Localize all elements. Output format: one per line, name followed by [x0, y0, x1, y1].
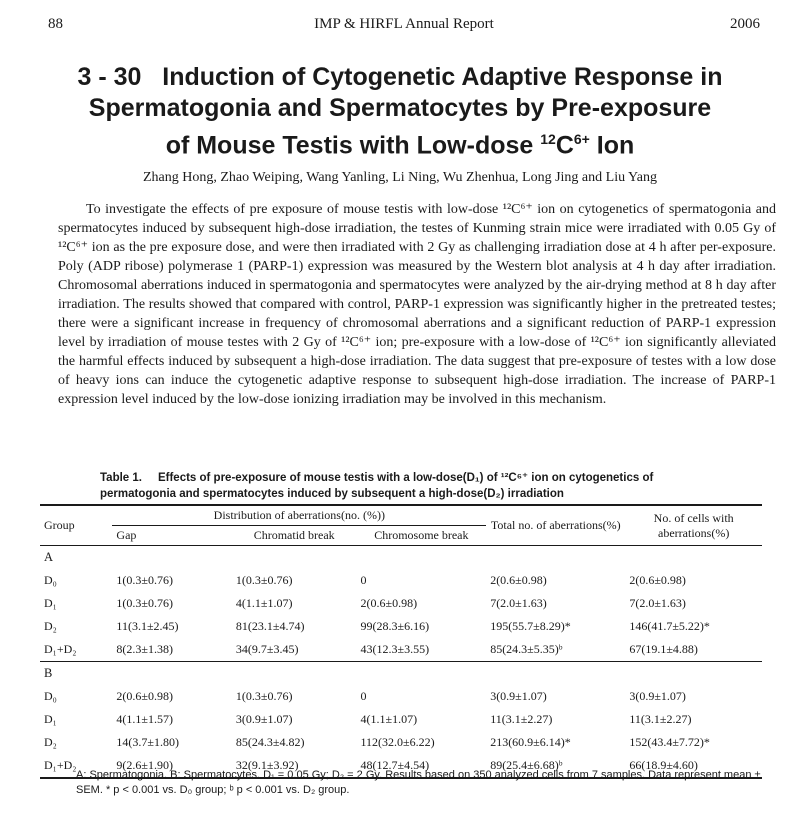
- abstract: To investigate the effects of pre exposure of mouse testis with low-dose ¹²C⁶⁺ ion on cytogenetics of spermatogonia and spermatocytes induced by subsequent high-dose irradiation, the testes of Kunming strain mice were irradiated with 0.05 Gy of ¹²C⁶⁺ ion as the pre exposure dose, and were then irradiated with 2 Gy as challenging irradiation dose at 4 h after per-exposure. Poly (ADP ribose) polymerase 1 (PARP-1) expression was measured by the Western blot analysis at 4 h day after irradiation. Chromosomal aberrations induced in spermatogonia and spermatocytes were analyzed by the air-drying method at 8 h day after irradiation. The results showed that compared with control, PARP-1 expression was significantly higher in the pretreated testes; there were a significant increase in frequency of chromosomal aberrations and a significant reduction of PARP-1 expression level by irradiation of mouse testes with 2 Gy of ¹²C⁶⁺ ion; pre-exposure with a low-dose of ¹²C⁶⁺ ion significantly alleviated the harmful effects induced by subsequent a high-dose irradiation. The data suggest that pre-exposure of testes with a low dose of heavy ions can induce the cytogenetic adaptive response to subsequent high-dose irradiation. The increase of PARP-1 expression level induced by the low-dose ionizing irradiation may be involved in this mechanism.: [58, 202, 776, 407]
- cell-chromatid: 3(0.9±1.07): [235, 712, 293, 726]
- cell-group: D₁+D₂: [40, 754, 112, 778]
- header-total: Total no. of aberrations(%): [486, 505, 625, 546]
- title-line-3: [40, 124, 760, 161]
- header-group: Group: [40, 505, 112, 546]
- title-isotope-mass: 12: [540, 131, 556, 147]
- cell-chromosome: 2(0.6±0.98): [360, 596, 418, 610]
- cell-cells: 66(18.9±4.60): [625, 754, 762, 778]
- table-row: [40, 569, 762, 592]
- table-row: [40, 731, 762, 754]
- cell-gap: 2(0.6±0.98): [116, 689, 173, 703]
- title-line-3-prefix: of Mouse Testis with Low-dose: [165, 131, 541, 160]
- cell-cells: 3(0.9±1.07): [629, 689, 686, 703]
- cell-chromatid: 1(0.3±0.76): [235, 573, 293, 587]
- cell-chromosome: 43(12.3±3.55): [360, 642, 430, 656]
- page-header: [48, 16, 760, 33]
- table-caption-lead: Table 1.: [100, 472, 142, 484]
- header-chromosome: Chromosome break: [357, 526, 487, 546]
- table-row: [40, 638, 762, 662]
- cell-total: 7(2.0±1.63): [490, 596, 547, 610]
- cell-total: 3(0.9±1.07): [490, 689, 547, 703]
- cell-chromosome: 112(32.0±6.22): [360, 735, 435, 749]
- cell-total: 213(60.9±6.14)*: [490, 735, 571, 749]
- title-charge: 6+: [573, 131, 590, 147]
- table-caption: [100, 470, 720, 502]
- cell-gap: 4(1.1±1.57): [116, 712, 173, 726]
- results-table: [40, 504, 762, 779]
- cell-chromatid: 1(0.3±0.76): [235, 689, 293, 703]
- cell-group: D₀: [44, 573, 57, 587]
- cell-cells: 146(41.7±5.22)*: [629, 619, 710, 633]
- title-line-1: 3 - 30 Induction of Cytogenetic Adaptive Response in: [77, 63, 723, 91]
- header-chromatid: Chromatid break: [232, 526, 357, 546]
- cell-gap: 1(0.3±0.76): [116, 573, 173, 587]
- cell-total: 195(55.7±8.29)*: [490, 619, 571, 633]
- table-row: [40, 615, 762, 638]
- page-number: 88: [48, 16, 63, 32]
- cell-group: D₀: [44, 689, 57, 703]
- cell-chromosome: 4(1.1±1.07): [360, 712, 418, 726]
- cell-total: 85(24.3±5.35)ᵇ: [490, 642, 563, 656]
- header-distribution: Distribution of aberrations(no. (%)): [112, 505, 486, 526]
- cell-gap: 8(2.3±1.38): [116, 642, 173, 656]
- cell-total: 11(3.1±2.27): [490, 712, 553, 726]
- section-b-label: B: [40, 662, 762, 686]
- cell-gap: 11(3.1±2.45): [116, 619, 179, 633]
- title-line-3-suffix: Ion: [589, 131, 635, 160]
- header-gap: Gap: [112, 526, 231, 546]
- table-row: [40, 685, 762, 708]
- cell-group: D₂: [44, 735, 57, 749]
- cell-chromatid: 81(23.1±4.74): [235, 619, 305, 633]
- cell-chromosome: 0: [360, 689, 367, 703]
- section-a-label: A: [44, 550, 54, 564]
- cell-chromatid: 34(9.7±3.45): [235, 642, 299, 656]
- cell-group: D₁+D₂: [44, 642, 77, 656]
- cell-chromatid: 32(9.1±3.92): [232, 754, 357, 778]
- header-cells: No. of cells with aberrations(%): [625, 505, 762, 546]
- year: 2006: [730, 16, 760, 32]
- cell-cells: 7(2.0±1.63): [629, 596, 686, 610]
- cell-total: 2(0.6±0.98): [490, 573, 547, 587]
- authors: Zhang Hong, Zhao Weiping, Wang Yanling, Li Ning, Wu Zhenhua, Long Jing and Liu Yang: [143, 170, 657, 185]
- cell-gap: 14(3.7±1.80): [116, 735, 179, 749]
- title-element: C: [555, 131, 574, 160]
- table-footnote: A: Spermatogonia. B: Spermatocytes. D₁ = 0.05 Gy; D₂ = 2 Gy. Results based on 350 analyzed cells from 7 samples. Data represent mean ± SEM. * p < 0.001 vs. D₀ group; ᵇ p < 0.001 vs. D₂ group.: [76, 769, 761, 796]
- cell-gap: 1(0.3±0.76): [116, 596, 173, 610]
- cell-cells: 152(43.4±7.72)*: [629, 735, 710, 749]
- paper-title: [40, 62, 760, 161]
- cell-chromatid: 4(1.1±1.07): [235, 596, 293, 610]
- cell-group: D₁: [44, 596, 57, 610]
- cell-chromatid: 85(24.3±4.82): [235, 735, 305, 749]
- table-row: [40, 708, 762, 731]
- cell-cells: 11(3.1±2.27): [629, 712, 692, 726]
- cell-cells: 2(0.6±0.98): [629, 573, 686, 587]
- cell-group: D₁: [44, 712, 57, 726]
- cell-chromosome: 0: [360, 573, 367, 587]
- cell-chromosome: 99(28.3±6.16): [360, 619, 430, 633]
- title-line-2: Spermatogonia and Spermatocytes by Pre-exposure: [88, 94, 712, 122]
- cell-cells: 67(19.1±4.88): [629, 642, 698, 656]
- table-row: [40, 592, 762, 615]
- table-caption-text: Effects of pre-exposure of mouse testis with a low-dose(D₁) of ¹²C⁶⁺ ion on cytogenetics of permatogonia and spermatocytes induced by subsequent a high-dose(D₂) irradiation: [100, 472, 654, 500]
- journal-name: IMP & HIRFL Annual Report: [314, 16, 494, 32]
- cell-gap: 9(2.6±1.90): [112, 754, 231, 778]
- cell-total: 89(25.4±6.68)ᵇ: [486, 754, 625, 778]
- cell-group: D₂: [44, 619, 57, 633]
- cell-chromosome: 48(12.7±4.54): [357, 754, 487, 778]
